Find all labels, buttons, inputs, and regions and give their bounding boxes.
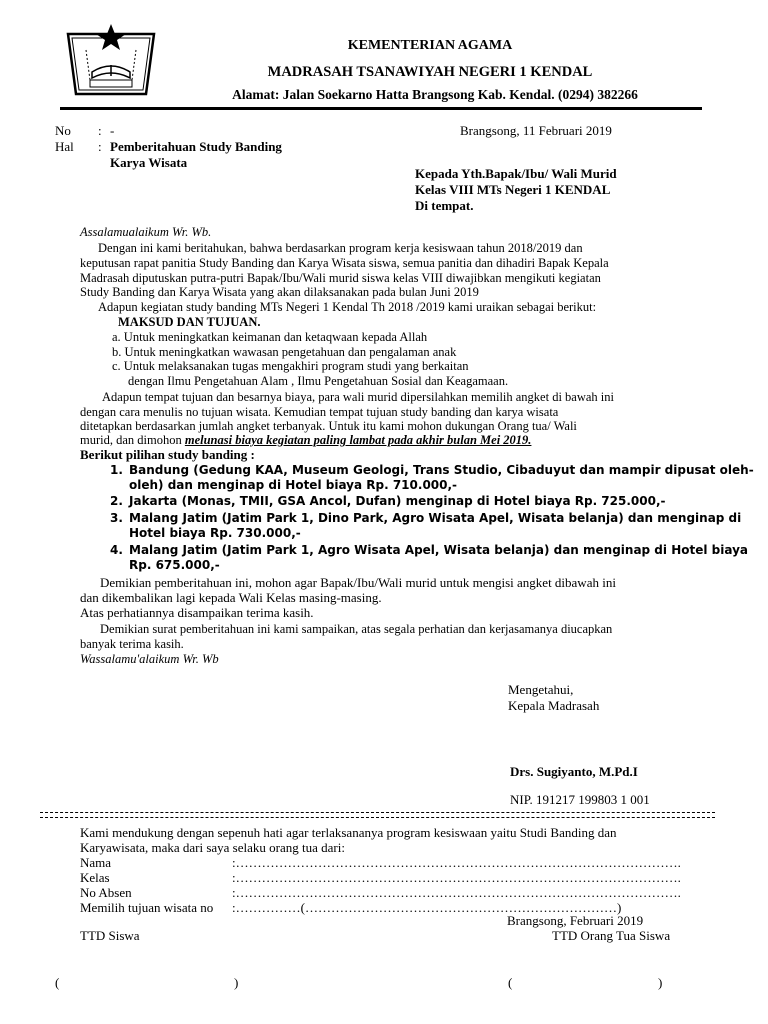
option-2-num: 2. [110,494,123,508]
letterhead-rule [60,107,702,110]
kelas-field[interactable]: :…………………………………………………………………………………………. [232,870,681,885]
cut-line-2 [40,817,715,818]
absen-field[interactable]: :…………………………………………………………………………………………. [232,885,681,900]
option-1-num: 1. [110,463,123,477]
ministry-name: KEMENTERIAN AGAMA [347,38,513,53]
parent-sign-close: ) [658,975,663,990]
para3-line-4-text: murid, dan dimohon [80,433,185,447]
options-heading: Berikut pilihan study banding : [80,447,255,462]
form-intro-line-1: Kami mendukung dengan sepenuh hati agar terlaksananya program kesiswaan yaitu Studi Banding dan [80,825,617,840]
option-4-num: 4. [110,543,123,557]
payment-deadline: melunasi biaya kegiatan paling lambat pada akhir bulan Mei 2019. [184,433,532,447]
student-sign-close: ) [234,975,239,990]
option-4-line-1: Malang Jatim (Jatim Park 1, Agro Wisata Apel, Wisata belanja) dan menginap di Hotel biaya [129,543,748,557]
option-1-line-1: Bandung (Gedung KAA, Museum Geologi, Trans Studio, Cibaduyut dan mampir dipusat oleh- [129,463,754,477]
signature-nip-text: NIP. 191217 199803 1 001 [510,792,650,807]
option-1-line-2: oleh) dan menginap di Hotel biaya Rp. 710.000,- [129,478,458,492]
cut-line [40,812,715,813]
purpose-b: b. Untuk meningkatkan wawasan pengetahuan dan pengalaman anak [112,345,457,359]
para3-line-1: Adapun tempat tujuan dan besarnya biaya, para wali murid dipersilahkan memilih angket di bawah ini [102,390,614,404]
greeting: Assalamualaikum Wr. Wb. [80,225,212,239]
absen-label: No Absen [80,885,132,900]
kelas-label: Kelas [80,870,110,885]
option-3-line-2: Hotel biaya Rp. 730.000,- [129,526,301,540]
option-2-line-1: Jakarta (Monas, TMII, GSA Ancol, Dufan) menginap di Hotel biaya Rp. 725.000,- [129,494,666,508]
form-place-date: Brangsong, Februari 2019 [507,913,644,928]
purpose-a: a. Untuk meningkatkan keimanan dan ketaqwaan kepada Allah [112,330,428,344]
para6-line-2: banyak terima kasih. [80,637,184,651]
para4-line-1: Demikian pemberitahuan ini, mohon agar Bapak/Ibu/Wali murid untuk mengisi angket dibawah ini [100,575,616,590]
recipient-line-2: Kelas VIII MTs Negeri 1 KENDAL [415,182,611,197]
para1-line-4: Study Banding dan Karya Wisata yang akan dilaksanakan pada bulan Juni 2019 [80,285,479,299]
school-logo [62,20,160,102]
form-intro-line-2: Karyawisata, maka dari saya selaku orang tua dari: [80,840,345,855]
para6-line-1: Demikian surat pemberitahuan ini kami sampaikan, atas segala perhatian dan kerjasamanya diucapkan [100,622,613,636]
school-address: Alamat: Jalan Soekarno Hatta Brangsong Kab. Kendal. (0294) 382266 [232,87,638,102]
para1-line-2: keputusan rapat panitia Study Banding dan Karya Wisata siswa, semua panitia dan dihadiri Bapak Kepala [80,256,609,270]
recipient-line-3: Di tempat. [415,198,474,213]
option-4-line-2: Rp. 675.000,- [129,558,220,572]
student-sign-open: ( [55,975,60,990]
signature-title: Kepala Madrasah [508,698,600,713]
no-value: - [110,123,115,138]
closing-salutation: Wassalamu'alaikum Wr. Wb [80,652,219,666]
nama-label: Nama [80,855,112,870]
para1-line-1: Dengan ini kami beritahukan, bahwa berdasarkan program kerja kesiswaan tahun 2018/2019 dan [98,241,583,255]
option-3-line-1: Malang Jatim (Jatim Park 1, Dino Park, Agro Wisata Apel, Wisata belanja) dan menginap di [129,511,742,525]
letter-date: Brangsong, 11 Februari 2019 [460,123,612,138]
hal-sep: : [98,139,102,154]
choice-field[interactable]: :……………(………………………………………………………………) [232,900,622,915]
para3-line-3: ditetapkan berdasarkan jumlah angket terbanyak. Untuk itu kami mohon dukungan Orang tua/ Wali [80,419,577,433]
hal-value-2: Karya Wisata [110,155,188,170]
para1-line-3: Madrasah diputuskan putra-putri Bapak/Ibu/Wali murid siswa kelas VIII diwajibkan mengikuti kegiatan [80,271,601,285]
signature-known: Mengetahui, [508,682,574,697]
sign-student-label: TTD Siswa [80,928,140,943]
option-3-num: 3. [110,511,123,525]
nama-field[interactable]: :…………………………………………………………………………………………. [232,855,681,870]
hal-value-1: Pemberitahuan Study Banding [110,139,282,154]
hal-label: Hal [55,139,74,154]
no-label: No [55,123,71,138]
signature-nip [510,792,650,808]
para2: Adapun kegiatan study banding MTs Negeri 1 Kendal Th 2018 /2019 kami uraikan sebagai berikut: [98,300,597,314]
para3-line-2: dengan cara menulis no tujuan wisata. Kemudian tempat tujuan study banding dan karya wisata [80,405,559,419]
para4-line-2: dan dikembalikan lagi kepada Wali Kelas masing-masing. [80,590,382,605]
purpose-c: c. Untuk melaksanakan tugas mengakhiri program studi yang berkaitan [112,359,469,373]
purpose-heading: MAKSUD DAN TUJUAN. [118,315,261,329]
parent-sign-open: ( [508,975,513,990]
signature-name: Drs. Sugiyanto, M.Pd.I [510,764,638,779]
school-name: MADRASAH TSANAWIYAH NEGERI 1 KENDAL [267,64,593,80]
purpose-c-cont: dengan Ilmu Pengetahuan Alam , Ilmu Pengetahuan Sosial dan Keagamaan. [128,374,509,388]
no-sep: : [98,123,102,138]
para3-line-4 [80,433,531,448]
para5: Atas perhatiannya disampaikan terima kasih. [80,605,314,620]
choice-label: Memilih tujuan wisata no [80,900,214,915]
sign-parent-label: TTD Orang Tua Siswa [552,928,671,943]
recipient-line-1: Kepada Yth.Bapak/Ibu/ Wali Murid [415,166,617,181]
